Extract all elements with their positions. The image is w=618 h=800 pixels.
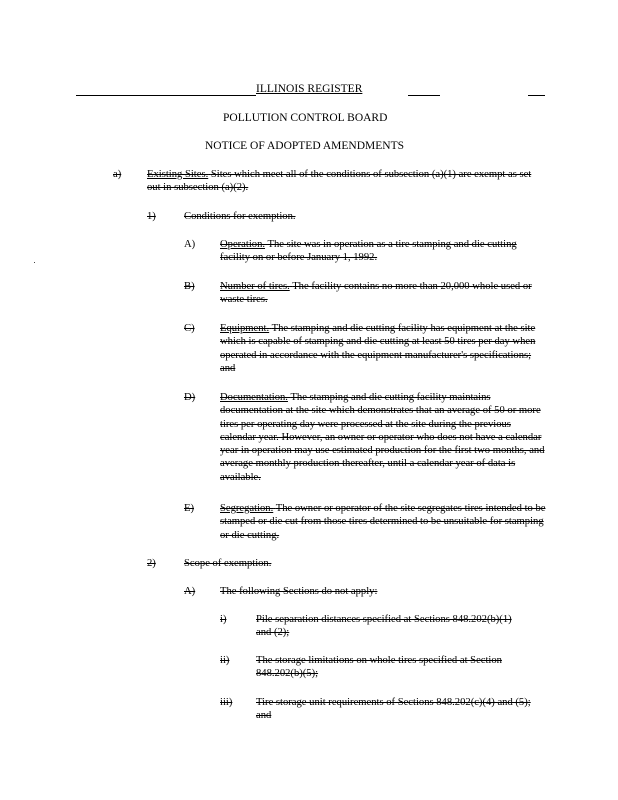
section-a1D-body: The stamping and die cutting facility maintains documentation at the site which demonstrates that an average of 50 or more tires per operating day were processed at the site during the previous calendar year. However, an owner or operator who does not have a calendar year in operation may use estimated production for the first two months, and average monthly production thereafter, until a calendar year of data is available. bbox=[220, 392, 545, 483]
section-a1A-body: The site was in operation as a tire stamping and die cutting facility on or before January 1, 1992. bbox=[220, 239, 517, 264]
section-a1A-text bbox=[220, 238, 540, 265]
header-rule-far-right bbox=[528, 95, 545, 96]
section-a1C-label: C) bbox=[184, 323, 195, 334]
section-a2A-label: A) bbox=[184, 586, 196, 597]
section-a1A-heading: Operation. bbox=[220, 239, 266, 250]
section-a2Aii-label: ii) bbox=[220, 655, 230, 666]
section-a1E-body: The owner or operator of the site segregates tires intended to be stamped or die cut from those tires determined to be unsuitable for stamping or die cutting. bbox=[220, 503, 546, 541]
section-a-text bbox=[147, 168, 537, 195]
section-a1C-body: The stamping and die cutting facility has equipment at the site which is capable of stamping and die cutting at least 50 tires per day when operated in accordance with the equipment manufacturer's specifications; and bbox=[220, 323, 536, 374]
section-a1B-text bbox=[220, 280, 545, 307]
section-a2-text: Scope of exemption. bbox=[184, 558, 272, 569]
board-title: POLLUTION CONTROL BOARD bbox=[223, 112, 388, 124]
section-a2Ai-label: i) bbox=[220, 614, 227, 625]
section-a1E-text bbox=[220, 502, 550, 542]
section-a1B-body: The facility contains no more than 20,000 whole used or waste tires. bbox=[220, 281, 532, 306]
section-a2-label: 2) bbox=[147, 558, 156, 569]
section-a-label: a) bbox=[113, 169, 122, 180]
section-a1B-label: B) bbox=[184, 281, 195, 292]
section-a1E-label: E) bbox=[184, 503, 194, 514]
section-a1D-heading: Documentation. bbox=[220, 392, 288, 403]
section-a-body: Sites which meet all of the conditions of subsection (a)(1) are exempt as set out in subsection (a)(2). bbox=[147, 169, 532, 194]
section-a-heading: Existing Sites. bbox=[147, 169, 209, 180]
register-title: ILLINOIS REGISTER bbox=[256, 83, 363, 95]
notice-title: NOTICE OF ADOPTED AMENDMENTS bbox=[205, 140, 405, 152]
section-a2Ai-text: Pile separation distances specified at Sections 848.202(b)(1) and (2); bbox=[256, 614, 512, 639]
section-a1-label: 1) bbox=[147, 211, 156, 222]
section-a1D-label: D) bbox=[184, 392, 196, 403]
section-a1B-heading: Number of tires. bbox=[220, 281, 290, 292]
section-a2Aiii-text: Tire storage unit requirements of Sections 848.202(c)(4) and (5); and bbox=[256, 697, 531, 722]
section-a1-text: Conditions for exemption. bbox=[184, 211, 296, 222]
section-a1C-heading: Equipment. bbox=[220, 323, 270, 334]
section-a2Aii-text: The storage limitations on whole tires specified at Section 848.202(b)(5); bbox=[256, 655, 502, 680]
section-a1E-heading: Segregation. bbox=[220, 503, 274, 514]
header-rule-left bbox=[76, 95, 256, 96]
header-rule-right bbox=[408, 95, 440, 96]
section-a2A-text: The following Sections do not apply: bbox=[220, 586, 378, 597]
section-a2Aiii-label: iii) bbox=[220, 697, 233, 708]
section-a1C-text bbox=[220, 322, 548, 375]
section-a1D-text bbox=[220, 391, 548, 484]
section-a1A-label: A) bbox=[184, 239, 196, 250]
scan-speck bbox=[34, 262, 35, 263]
